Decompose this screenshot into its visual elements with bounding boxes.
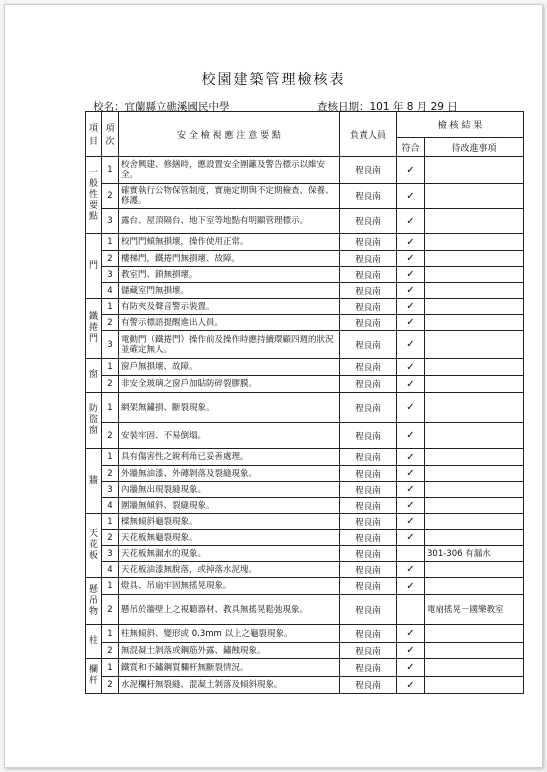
table-row bbox=[86, 530, 524, 546]
responsible-person: 程良南 bbox=[340, 546, 397, 562]
compliant-check: ✓ bbox=[397, 267, 425, 283]
item-description: 圍牆無傾斜、裂縫現象。 bbox=[119, 498, 340, 514]
improvement-note bbox=[425, 449, 524, 466]
compliant-check: ✓ bbox=[397, 184, 425, 209]
responsible-person: 程良南 bbox=[340, 423, 397, 449]
table-row bbox=[86, 562, 524, 578]
responsible-person: 程良南 bbox=[340, 299, 397, 315]
item-description: 天花板無龜裂現象。 bbox=[119, 530, 340, 546]
responsible-person: 程良南 bbox=[340, 315, 397, 331]
compliant-check: ✓ bbox=[397, 393, 425, 423]
category-cell: 天花板 bbox=[86, 514, 102, 578]
responsible-person: 程良南 bbox=[340, 393, 397, 423]
checklist-body bbox=[86, 157, 524, 694]
item-number: 2 bbox=[102, 184, 119, 209]
table-row bbox=[86, 546, 524, 562]
compliant-check bbox=[397, 546, 425, 562]
header-result: 檢 核 結 果 bbox=[397, 112, 524, 138]
responsible-person: 程良南 bbox=[340, 578, 397, 595]
item-number: 1 bbox=[102, 625, 119, 643]
compliant-check: ✓ bbox=[397, 625, 425, 643]
improvement-note bbox=[425, 209, 524, 234]
responsible-person: 程良南 bbox=[340, 530, 397, 546]
item-number: 2 bbox=[102, 677, 119, 694]
table-row bbox=[86, 267, 524, 283]
responsible-person: 程良南 bbox=[340, 625, 397, 643]
item-description: 校門門頰無損壞，操作使用正常。 bbox=[119, 234, 340, 251]
improvement-note bbox=[425, 376, 524, 393]
improvement-note bbox=[425, 393, 524, 423]
school-name: 校名：宜蘭縣立礁溪國民中學 bbox=[93, 101, 230, 113]
checklist-table bbox=[85, 111, 524, 694]
compliant-check: ✓ bbox=[397, 514, 425, 530]
item-number: 1 bbox=[102, 359, 119, 376]
compliant-check: ✓ bbox=[397, 482, 425, 498]
item-description: 天花板無漏水的現象。 bbox=[119, 546, 340, 562]
document-title: 校園建築管理檢核表 bbox=[201, 72, 346, 88]
item-description: 懸吊於牆壁上之視聽器材、教具無搖晃鬆弛現象。 bbox=[119, 595, 340, 625]
improvement-note bbox=[425, 267, 524, 283]
item-description: 電動門（鐵捲門）操作前及操作時應持續環顧四週的狀況並確定無人。 bbox=[119, 331, 340, 359]
table-row bbox=[86, 299, 524, 315]
compliant-check: ✓ bbox=[397, 578, 425, 595]
table-row bbox=[86, 449, 524, 466]
item-description: 柱無傾斜、變形或 0.3mm 以上之龜裂現象。 bbox=[119, 625, 340, 643]
item-description: 校舍興建、修繕時，應設置安全圍籬及警告標示以維安全。 bbox=[119, 157, 340, 184]
responsible-person: 程良南 bbox=[340, 643, 397, 659]
responsible-person: 程良南 bbox=[340, 562, 397, 578]
responsible-person: 程良南 bbox=[340, 157, 397, 184]
improvement-note bbox=[425, 562, 524, 578]
responsible-person: 程良南 bbox=[340, 331, 397, 359]
improvement-note bbox=[425, 299, 524, 315]
item-number: 1 bbox=[102, 157, 119, 184]
category-cell: 牆 bbox=[86, 449, 102, 514]
responsible-person: 程良南 bbox=[340, 283, 397, 299]
responsible-person: 程良南 bbox=[340, 209, 397, 234]
compliant-check: ✓ bbox=[397, 562, 425, 578]
item-number: 2 bbox=[102, 595, 119, 625]
table-row bbox=[86, 359, 524, 376]
compliant-check: ✓ bbox=[397, 234, 425, 251]
table-row bbox=[86, 482, 524, 498]
compliant-check bbox=[397, 595, 425, 625]
category-cell: 一般性要點 bbox=[86, 157, 102, 234]
responsible-person: 程良南 bbox=[340, 595, 397, 625]
table-row bbox=[86, 498, 524, 514]
compliant-check: ✓ bbox=[397, 498, 425, 514]
item-number: 4 bbox=[102, 498, 119, 514]
item-description: 有警示標語提醒進出人員。 bbox=[119, 315, 340, 331]
category-cell: 門 bbox=[86, 234, 102, 299]
table-row bbox=[86, 514, 524, 530]
table-row bbox=[86, 157, 524, 184]
item-description: 教室門、鎖無損壞。 bbox=[119, 267, 340, 283]
improvement-note bbox=[425, 530, 524, 546]
table-row bbox=[86, 578, 524, 595]
compliant-check: ✓ bbox=[397, 466, 425, 482]
improvement-note bbox=[425, 466, 524, 482]
item-description: 樓梯門，鐵捲門無損壞、故障。 bbox=[119, 251, 340, 267]
improvement-note bbox=[425, 677, 524, 694]
item-description: 確實執行公物保管制度，實施定期與不定期檢查、保養、修護。 bbox=[119, 184, 340, 209]
item-description: 燈具、吊扇牢固無搖晃現象。 bbox=[119, 578, 340, 595]
responsible-person: 程良南 bbox=[340, 184, 397, 209]
item-description: 鐵質和不鏽鋼質欄杆無斷裂情況。 bbox=[119, 659, 340, 677]
header-category: 項目 bbox=[86, 112, 102, 157]
compliant-check: ✓ bbox=[397, 530, 425, 546]
improvement-note bbox=[425, 423, 524, 449]
improvement-note bbox=[425, 283, 524, 299]
improvement-note bbox=[425, 157, 524, 184]
item-number: 3 bbox=[102, 209, 119, 234]
responsible-person: 程良南 bbox=[340, 659, 397, 677]
item-description: 網架無鏽損、斷裂現象。 bbox=[119, 393, 340, 423]
table-row bbox=[86, 209, 524, 234]
item-description: 水泥欄杆無裂縫、混凝土剝落及傾斜現象。 bbox=[119, 677, 340, 694]
improvement-note bbox=[425, 514, 524, 530]
compliant-check: ✓ bbox=[397, 157, 425, 184]
table-row bbox=[86, 283, 524, 299]
item-number: 1 bbox=[102, 449, 119, 466]
improvement-note bbox=[425, 482, 524, 498]
header-points: 安 全 檢 視 應 注 意 要 點 bbox=[119, 112, 340, 157]
item-number: 2 bbox=[102, 423, 119, 449]
item-number: 1 bbox=[102, 299, 119, 315]
improvement-note: 電扇搖晃－國樂教室 bbox=[425, 595, 524, 625]
table-row bbox=[86, 234, 524, 251]
responsible-person: 程良南 bbox=[340, 359, 397, 376]
improvement-note bbox=[425, 184, 524, 209]
item-number: 1 bbox=[102, 234, 119, 251]
improvement-note bbox=[425, 331, 524, 359]
table-row bbox=[86, 315, 524, 331]
improvement-note bbox=[425, 498, 524, 514]
item-number: 2 bbox=[102, 643, 119, 659]
item-number: 3 bbox=[102, 546, 119, 562]
compliant-check: ✓ bbox=[397, 659, 425, 677]
header-improve: 待改進事項 bbox=[425, 138, 524, 157]
responsible-person: 程良南 bbox=[340, 498, 397, 514]
compliant-check: ✓ bbox=[397, 449, 425, 466]
category-cell: 窗 bbox=[86, 359, 102, 393]
compliant-check: ✓ bbox=[397, 359, 425, 376]
item-description: 露台、屋頂隔台、地下室等地點有明顯管理標示。 bbox=[119, 209, 340, 234]
compliant-check: ✓ bbox=[397, 251, 425, 267]
category-cell: 欄杆 bbox=[86, 659, 102, 694]
improvement-note bbox=[425, 643, 524, 659]
item-number: 2 bbox=[102, 466, 119, 482]
item-description: 天花板油漆無脫落，或掉落水泥塊。 bbox=[119, 562, 340, 578]
improvement-note: 301-306 有漏水 bbox=[425, 546, 524, 562]
improvement-note bbox=[425, 234, 524, 251]
item-number: 3 bbox=[102, 331, 119, 359]
improvement-note bbox=[425, 251, 524, 267]
responsible-person: 程良南 bbox=[340, 234, 397, 251]
item-description: 外牆無油漆、外磚剝落及裂縫現象。 bbox=[119, 466, 340, 482]
improvement-note bbox=[425, 578, 524, 595]
responsible-person: 程良南 bbox=[340, 514, 397, 530]
compliant-check: ✓ bbox=[397, 677, 425, 694]
compliant-check: ✓ bbox=[397, 643, 425, 659]
compliant-check: ✓ bbox=[397, 283, 425, 299]
compliant-check: ✓ bbox=[397, 315, 425, 331]
item-number: 1 bbox=[102, 393, 119, 423]
responsible-person: 程良南 bbox=[340, 482, 397, 498]
compliant-check: ✓ bbox=[397, 299, 425, 315]
improvement-note bbox=[425, 359, 524, 376]
table-row bbox=[86, 184, 524, 209]
compliant-check: ✓ bbox=[397, 209, 425, 234]
item-number: 4 bbox=[102, 562, 119, 578]
responsible-person: 程良南 bbox=[340, 376, 397, 393]
responsible-person: 程良南 bbox=[340, 466, 397, 482]
table-row bbox=[86, 423, 524, 449]
table-row bbox=[86, 659, 524, 677]
compliant-check: ✓ bbox=[397, 331, 425, 359]
item-number: 3 bbox=[102, 482, 119, 498]
item-number: 4 bbox=[102, 283, 119, 299]
responsible-person: 程良南 bbox=[340, 677, 397, 694]
header-compliant: 符合 bbox=[397, 138, 425, 157]
category-cell: 防盜窗 bbox=[86, 393, 102, 449]
item-description: 有防夾及聲音警示裝置。 bbox=[119, 299, 340, 315]
table-row bbox=[86, 643, 524, 659]
header-order: 項次 bbox=[102, 112, 119, 157]
item-number: 2 bbox=[102, 376, 119, 393]
item-description: 安裝牢固、不易倒塌。 bbox=[119, 423, 340, 449]
item-number: 2 bbox=[102, 530, 119, 546]
item-number: 3 bbox=[102, 267, 119, 283]
item-number: 1 bbox=[102, 578, 119, 595]
table-row bbox=[86, 625, 524, 643]
compliant-check: ✓ bbox=[397, 376, 425, 393]
item-description: 樑無傾斜龜裂現象。 bbox=[119, 514, 340, 530]
table-row bbox=[86, 466, 524, 482]
category-cell: 柱 bbox=[86, 625, 102, 659]
item-description: 儲藏室門無損壞。 bbox=[119, 283, 340, 299]
item-number: 1 bbox=[102, 659, 119, 677]
item-description: 窗戶無損壞、故障。 bbox=[119, 359, 340, 376]
improvement-note bbox=[425, 315, 524, 331]
table-row bbox=[86, 393, 524, 423]
item-description: 非安全玻璃之窗戶加貼防碎裂膠膜。 bbox=[119, 376, 340, 393]
item-number: 1 bbox=[102, 514, 119, 530]
item-description: 內牆無出現裂縫現象。 bbox=[119, 482, 340, 498]
item-description: 無混凝土剝落或鋼筋外露、鏽蝕現象。 bbox=[119, 643, 340, 659]
table-row bbox=[86, 376, 524, 393]
item-description: 具有傷害性之銳利角已妥善處理。 bbox=[119, 449, 340, 466]
table-row bbox=[86, 677, 524, 694]
item-number: 2 bbox=[102, 251, 119, 267]
header-responsible: 負責人員 bbox=[340, 112, 397, 157]
table-row bbox=[86, 595, 524, 625]
compliant-check: ✓ bbox=[397, 423, 425, 449]
improvement-note bbox=[425, 625, 524, 643]
improvement-note bbox=[425, 659, 524, 677]
category-cell: 鐵捲門 bbox=[86, 299, 102, 359]
table-row bbox=[86, 331, 524, 359]
item-number: 2 bbox=[102, 315, 119, 331]
inspection-date: 查核日期：101 年 8 月 29 日 bbox=[317, 101, 458, 113]
responsible-person: 程良南 bbox=[340, 267, 397, 283]
responsible-person: 程良南 bbox=[340, 251, 397, 267]
table-row bbox=[86, 251, 524, 267]
responsible-person: 程良南 bbox=[340, 449, 397, 466]
category-cell: 懸吊物 bbox=[86, 578, 102, 625]
